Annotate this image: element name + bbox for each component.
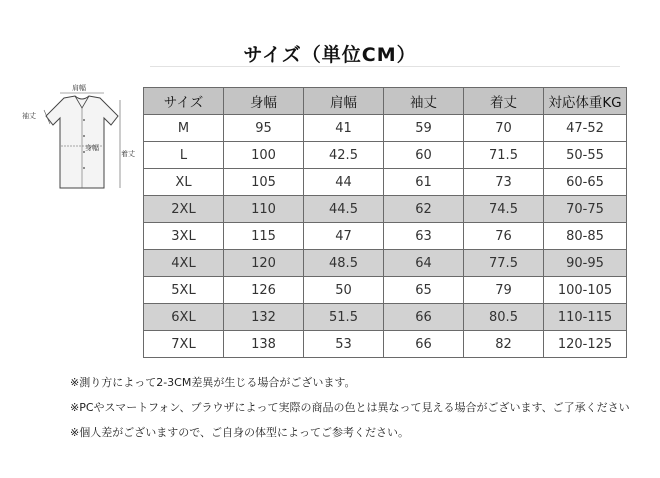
table-cell: 110-115 [544, 304, 627, 331]
column-header: 着丈 [464, 88, 544, 115]
table-cell: 73 [464, 169, 544, 196]
table-row [144, 250, 627, 277]
column-header: サイズ [144, 88, 224, 115]
table-cell: 105 [224, 169, 304, 196]
table-cell: 77.5 [464, 250, 544, 277]
sleeve-label: 袖丈 [22, 112, 36, 120]
table-cell: 60 [384, 142, 464, 169]
table-cell: 47-52 [544, 115, 627, 142]
table-cell: 110 [224, 196, 304, 223]
table-row [144, 331, 627, 358]
table-cell: 74.5 [464, 196, 544, 223]
notes-block [70, 377, 630, 452]
note-measurement: ※測り方によって2-3CM差異が生じる場合がございます。 [70, 376, 356, 389]
table-cell: 79 [464, 277, 544, 304]
table-row [144, 223, 627, 250]
divider [150, 66, 620, 67]
table-cell: 132 [224, 304, 304, 331]
table-cell: 120 [224, 250, 304, 277]
table-row [144, 142, 627, 169]
table-cell: 65 [384, 277, 464, 304]
size-table [143, 87, 627, 358]
table-header-row [144, 88, 627, 115]
table-cell: L [144, 142, 224, 169]
table-cell: 4XL [144, 250, 224, 277]
table-cell: 50 [304, 277, 384, 304]
table-cell: 90-95 [544, 250, 627, 277]
table-cell: 42.5 [304, 142, 384, 169]
table-cell: 138 [224, 331, 304, 358]
table-cell: 80.5 [464, 304, 544, 331]
shoulder-label: 肩幅 [72, 84, 86, 92]
note-body-type: ※個人差がございますので、ご自身の体型によってご参考ください。 [70, 426, 409, 439]
column-header: 身幅 [224, 88, 304, 115]
column-header: 対応体重KG [544, 88, 627, 115]
table-cell: 70-75 [544, 196, 627, 223]
table-cell: 64 [384, 250, 464, 277]
table-cell: 44 [304, 169, 384, 196]
table-cell: 51.5 [304, 304, 384, 331]
column-header: 肩幅 [304, 88, 384, 115]
table-cell: 76 [464, 223, 544, 250]
table-cell: 53 [304, 331, 384, 358]
table-cell: 71.5 [464, 142, 544, 169]
table-cell: 70 [464, 115, 544, 142]
table-cell: 7XL [144, 331, 224, 358]
table-cell: 82 [464, 331, 544, 358]
table-cell: 61 [384, 169, 464, 196]
column-header: 袖丈 [384, 88, 464, 115]
table-cell: 5XL [144, 277, 224, 304]
table-cell: 120-125 [544, 331, 627, 358]
table-cell: 62 [384, 196, 464, 223]
table-cell: 80-85 [544, 223, 627, 250]
table-cell: 100-105 [544, 277, 627, 304]
table-cell: 6XL [144, 304, 224, 331]
table-cell: 60-65 [544, 169, 627, 196]
table-row [144, 277, 627, 304]
chest-label: 身幅 [85, 144, 99, 152]
table-cell: 66 [384, 304, 464, 331]
length-label: 着丈 [121, 150, 135, 158]
table-cell: 50-55 [544, 142, 627, 169]
table-cell: 66 [384, 331, 464, 358]
table-cell: 59 [384, 115, 464, 142]
table-row [144, 304, 627, 331]
table-row [144, 115, 627, 142]
table-cell: 2XL [144, 196, 224, 223]
table-cell: 115 [224, 223, 304, 250]
table-cell: 95 [224, 115, 304, 142]
table-cell: 41 [304, 115, 384, 142]
table-cell: 47 [304, 223, 384, 250]
table-cell: M [144, 115, 224, 142]
table-cell: 3XL [144, 223, 224, 250]
note-color: ※PCやスマートフォン、ブラウザによって実際の商品の色とは異なって見える場合がございます、ご了承ください [70, 401, 630, 414]
table-row [144, 196, 627, 223]
table-cell: 100 [224, 142, 304, 169]
table-row [144, 169, 627, 196]
page-title: サイズ（単位CM） [243, 44, 417, 66]
table-cell: 63 [384, 223, 464, 250]
table-cell: 126 [224, 277, 304, 304]
table-cell: 44.5 [304, 196, 384, 223]
table-cell: 48.5 [304, 250, 384, 277]
table-cell: XL [144, 169, 224, 196]
shirt-measurement-diagram [20, 80, 140, 210]
